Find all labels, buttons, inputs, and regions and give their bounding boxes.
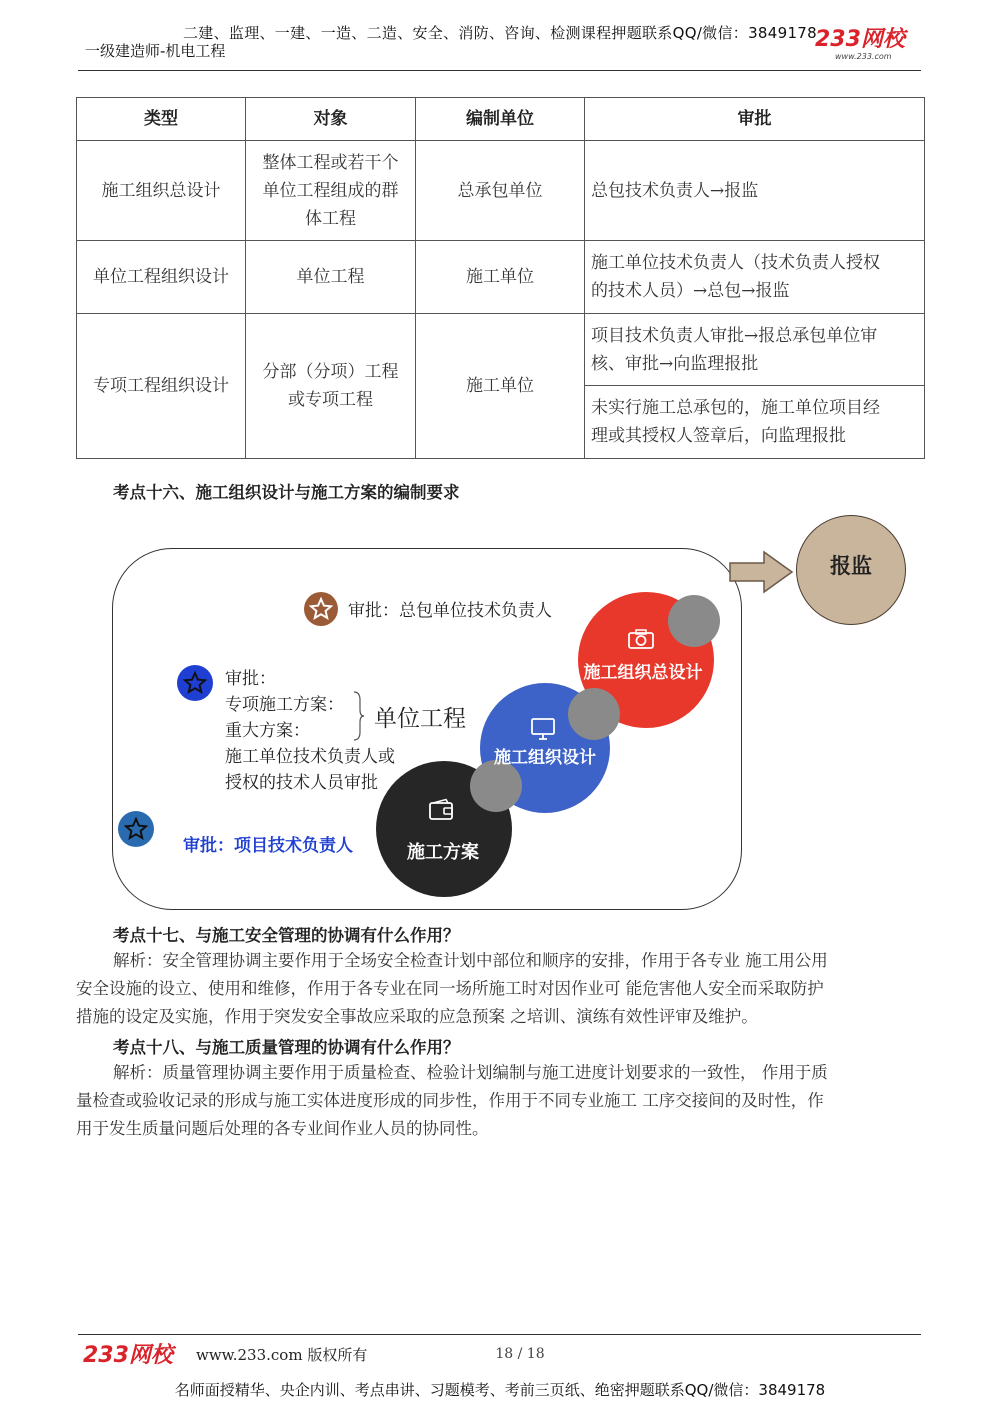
- header-subtitle: 一级建造师-机电工程: [85, 42, 226, 60]
- arrow-right-icon: [728, 550, 794, 594]
- section-18-body: [76, 1059, 924, 1143]
- left-block-line: 审批：: [225, 669, 276, 689]
- table-cell: [585, 314, 925, 386]
- header-divider: [78, 70, 921, 71]
- star-icon: [177, 665, 213, 701]
- table-row: [77, 314, 925, 386]
- cell-line: 的技术人员）→总包→报监: [591, 281, 790, 301]
- star-icon: [118, 811, 154, 847]
- approval-top-text: 审批：总包单位技术负责人: [348, 601, 552, 621]
- star-icon: [304, 592, 338, 626]
- table-cell: [246, 141, 416, 241]
- cell-line: 理或其授权人签章后，向监理报批: [591, 426, 846, 446]
- approval-table: [76, 97, 925, 459]
- circle-red-label: 施工组织总设计: [583, 663, 703, 683]
- table-row: [77, 141, 925, 241]
- cell-line: 项目技术负责人审批→报总承包单位审: [591, 325, 878, 346]
- page-number: 18 / 18: [495, 1346, 545, 1362]
- table-cell: [585, 386, 925, 459]
- paragraph-line: 解析：安全管理协调主要作用于全场安全检查计划中部位和顺序的安排，作用于各专业 施工用公用: [113, 951, 828, 970]
- circle-blue-label: 施工组织设计: [494, 748, 596, 768]
- cell-line: 单位工程组成的群: [262, 180, 399, 201]
- header-logo-text: 233网校: [815, 27, 905, 52]
- paragraph-line: 措施的设定及实施，作用于突发安全事故应采取的应急预案 之培训、演练有效性评审及维护。: [76, 1007, 758, 1026]
- circle-gray-dot: [568, 688, 620, 740]
- wallet-icon: [428, 798, 456, 822]
- paragraph-line: 量检查或验收记录的形成与施工实体进度形成的同步性，作用于不同专业施工 工序交接间的及时性，作: [76, 1091, 824, 1110]
- header-promo-line: 二建、监理、一建、一造、二造、安全、消防、咨询、检测课程押题联系QQ/微信：3849178: [183, 24, 817, 42]
- monitor-icon: [530, 717, 556, 741]
- table-row: [77, 241, 925, 314]
- brace-icon: [352, 690, 364, 742]
- circle-black-label: 施工方案: [407, 842, 479, 863]
- report-label: 报监: [830, 554, 872, 578]
- left-block-line: 授权的技术人员审批: [225, 773, 378, 793]
- cell-line: 或专项工程: [288, 390, 373, 410]
- section-17-body: [76, 947, 924, 1031]
- header-logo-url: www.233.com: [835, 52, 892, 61]
- table-cell: [585, 241, 925, 314]
- table-cell: [246, 314, 416, 459]
- left-block-line: 施工单位技术负责人或: [225, 747, 395, 767]
- table-cell: 施工组织总设计: [77, 141, 246, 241]
- cell-line: 施工单位技术负责人（技术负责人授权: [591, 253, 880, 273]
- paragraph-line: 解析：质量管理协调主要作用于质量检查、检验计划编制与施工进度计划要求的一致性， 作用于质: [113, 1063, 828, 1082]
- table-cell: 单位工程: [246, 241, 416, 314]
- section-17-heading: 考点十七、与施工安全管理的协调有什么作用？: [113, 926, 460, 945]
- table-header-cell: 对象: [246, 98, 416, 141]
- table-cell: 施工单位: [416, 314, 585, 459]
- cell-line: 分部（分项）工程: [262, 362, 399, 382]
- table-header-cell: 审批: [585, 98, 925, 141]
- cell-line: 整体工程或若干个: [262, 152, 399, 173]
- table-header-cell: 编制单位: [416, 98, 585, 141]
- circle-gray-dot: [668, 595, 720, 647]
- table-cell: 单位工程组织设计: [77, 241, 246, 314]
- table-cell: 施工单位: [416, 241, 585, 314]
- cell-line: 未实行施工总承包的，施工单位项目经: [591, 398, 880, 418]
- unit-project-label: 单位工程: [374, 706, 466, 732]
- footer-logo: 233网校: [83, 1343, 173, 1368]
- table-cell: 专项工程组织设计: [77, 314, 246, 459]
- table-header-row: [77, 98, 925, 141]
- left-block-line: 专项施工方案：: [225, 695, 344, 715]
- section-16-heading: 考点十六、施工组织设计与施工方案的编制要求: [113, 483, 460, 502]
- footer-site: www.233.com 版权所有: [196, 1346, 368, 1364]
- footer-divider: [78, 1334, 921, 1335]
- camera-icon: [627, 628, 655, 650]
- paragraph-line: 安全设施的设立、使用和维修，作用于各专业在同一场所施工时对因作业可 能危害他人安全而采取防护: [76, 979, 824, 998]
- left-block-line: 重大方案：: [225, 721, 310, 741]
- paragraph-line: 用于发生质量问题后处理的各专业间作业人员的协同性。: [76, 1119, 489, 1138]
- table-cell: 总包技术负责人→报监: [585, 141, 925, 241]
- approval-bottom-text: 审批：项目技术负责人: [183, 836, 353, 856]
- header-logo: [815, 28, 925, 61]
- footer-promo-line: 名师面授精华、央企内训、考点串讲、习题模考、考前三页纸、绝密押题联系QQ/微信：3849178: [174, 1381, 826, 1399]
- table-cell: 总承包单位: [416, 141, 585, 241]
- cell-line: 核、审批→向监理报批: [591, 353, 759, 374]
- section-18-heading: 考点十八、与施工质量管理的协调有什么作用？: [113, 1038, 460, 1057]
- cell-line: 体工程: [305, 208, 356, 229]
- table-header-cell: 类型: [77, 98, 246, 141]
